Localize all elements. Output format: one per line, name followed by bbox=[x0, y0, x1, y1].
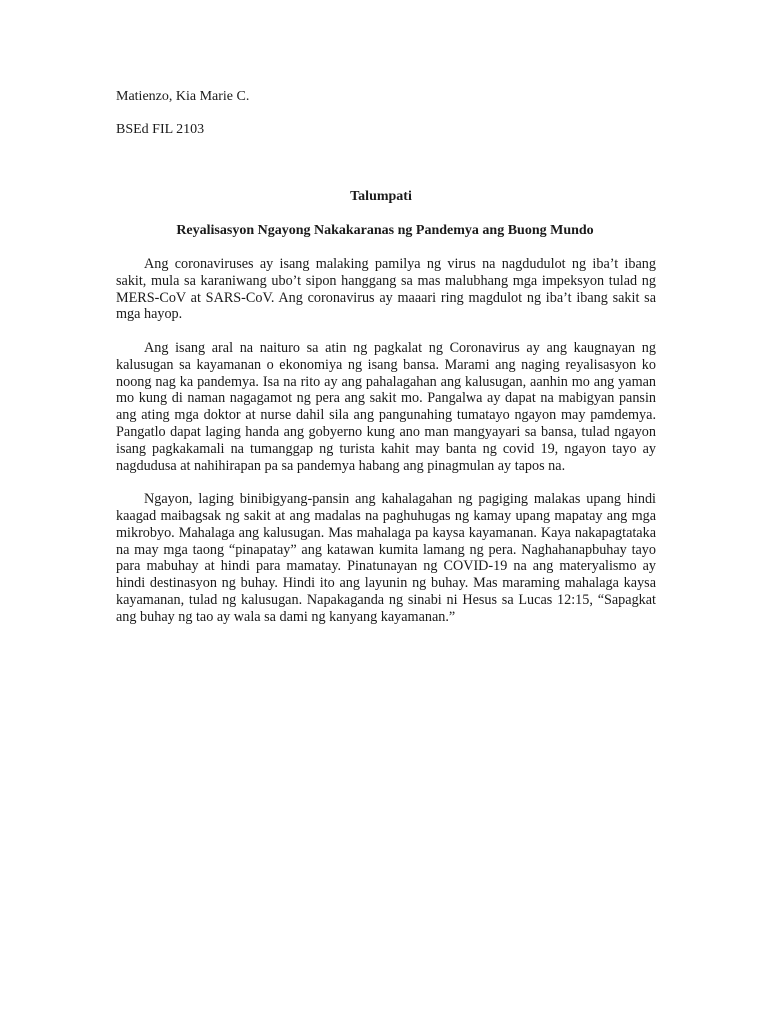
course-code: BSEd FIL 2103 bbox=[116, 122, 205, 137]
document-type-title: Talumpati bbox=[350, 189, 412, 204]
speech-body bbox=[116, 256, 656, 642]
author-name: Matienzo, Kia Marie C. bbox=[116, 89, 250, 104]
paragraph-2: Ang isang aral na naituro sa atin ng pagkalat ng Coronavirus ay ang kaugnayan ng kalusugan sa kayamanan o ekonomiya ng isang bansa. Marami ang naging reyalisasyon ko noong nag ka pandemya. Isa na rito ay ang pahalagahan ang kalusugan, aanhin mo ang yaman mo kung di naman nagagamot ng pera ang sakit mo. Pangalwa ay dapat na mabigyan pansin ang ating mga doktor at nurse dahil sila ang pangunahing tumatayo ngayon may pamdemya. Pangatlo dapat laging handa ang gobyerno kung ano man mangyayari sa bansa, tulad ngayon isang pagkakamali na tumanggap ng turista kahit may banta ng covid 19, ngayon tayo ay nagdudusa at nahihirapan pa sa pandemya habang ang pinagmulan ay tapos na. bbox=[116, 339, 656, 474]
paragraph-1: Ang coronaviruses ay isang malaking pamilya ng virus na nagdudulot ng iba’t ibang sakit, mula sa karaniwang ubo’t sipon hanggang sa mas malubhang mga impeksyon tulad ng MERS-CoV at SARS-CoV. Ang coronavirus ay maaari ring magdulot ng iba’t ibang sakit sa mga hayop. bbox=[116, 256, 656, 323]
paragraph-3: Ngayon, laging binibigyang-pansin ang kahalagahan ng pagiging malakas upang hindi kaagad maibagsak ng sakit at ang madalas na paghuhugas ng kamay upang mapatay ang mga mikrobyo. Mahalaga ang kalusugan. Mas mahalaga pa kaysa kayamanan. Kaya nakapagtataka na may mga taong “pinapatay” ang katawan kumita lamang ng pera. Naghahanapbuhay tayo para mabuhay at hindi para mamatay. Pinatunayan ng COVID-19 na ang materyalismo ay hindi destinasyon ng buhay. Hindi ito ang layunin ng buhay. Mas maraming mahalaga kaysa kayamanan, tulad ng kalusugan. Napakaganda ng sinabi ni Hesus sa Lucas 12:15, “Sapagkat ang buhay ng tao ay wala sa dami ng kanyang kayamanan.” bbox=[116, 491, 656, 625]
document-main-title: Reyalisasyon Ngayong Nakakaranas ng Pandemya ang Buong Mundo bbox=[176, 223, 594, 238]
